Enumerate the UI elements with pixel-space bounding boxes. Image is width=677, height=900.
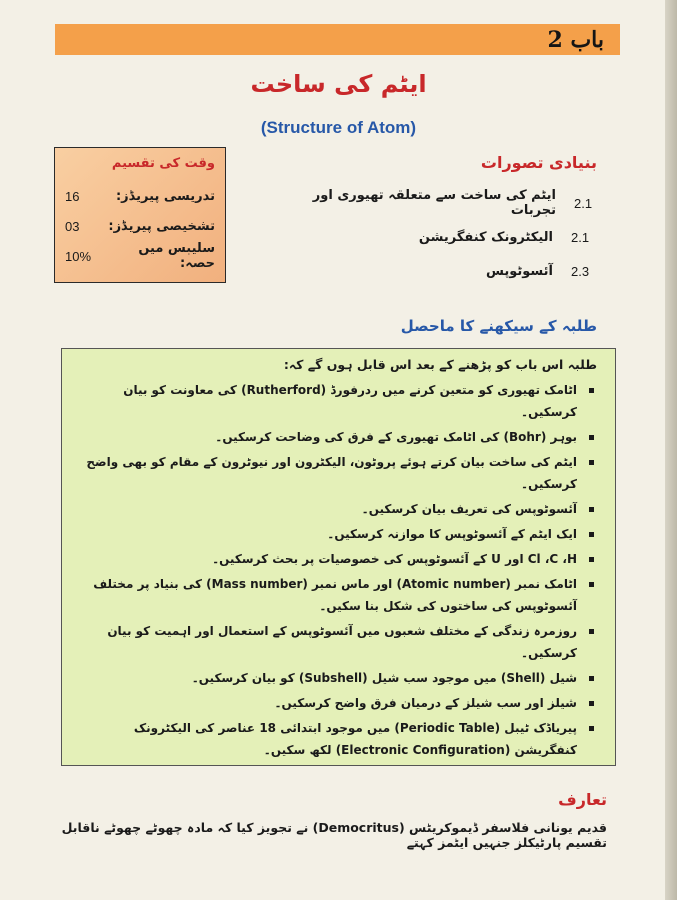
- concept-text: آئسوٹوپس: [485, 263, 553, 279]
- outcome-item: اٹامک نمبر (Atomic number) اور ماس نمبر (Mass number) کی بنیاد پر مختلف آئسوٹوپس کی ساختوں کی شکل بنا سکیں۔: [76, 573, 597, 617]
- time-division-box: [54, 147, 226, 283]
- outcome-item: اٹامک تھیوری کو متعین کرنے میں ردرفورڈ (Rutherford) کی معاونت کو بیان کرسکیں۔: [76, 379, 597, 423]
- outcome-item: Cl ،C ،H اور U کے آئسوٹوپس کی خصوصیات پر بحث کرسکیں۔: [76, 548, 597, 570]
- introduction-text: قدیم یونانی فلاسفر ڈیموکریٹس (Democritus) نے تجویز کیا کہ مادہ چھوٹے چھوٹے ناقابل تقسیم پارٹیکلز جنہیں ایٹمز کہتے: [61, 820, 607, 850]
- outcome-item: شیلز اور سب شیلز کے درمیان فرق واضح کرسکیں۔: [76, 692, 597, 714]
- concept-item: [297, 226, 597, 248]
- time-value: 16: [65, 188, 80, 204]
- concept-number: 2.1: [574, 195, 593, 211]
- learning-outcomes-heading: طلبہ کے سیکھنے کا ماحصل: [400, 317, 597, 335]
- outcome-item: شیل (Shell) میں موجود سب شیل (Subshell) کو بیان کرسکیں۔: [76, 667, 597, 689]
- concepts-heading: بنیادی تصورات: [480, 153, 597, 172]
- concept-item: [297, 188, 597, 218]
- time-row: [65, 181, 215, 211]
- time-value: 03: [65, 218, 80, 234]
- concept-number: 2.3: [571, 263, 590, 279]
- time-division-title: وقت کی تقسیم: [111, 156, 215, 171]
- time-label: تدریسی پیریڈز:: [115, 188, 215, 204]
- outcome-item: بوہر (Bohr) کی اٹامک تھیوری کے فرق کی وضاحت کرسکیں۔: [76, 426, 597, 448]
- introduction-heading: تعارف: [558, 790, 607, 809]
- outcome-item: ایک ایٹم کے آئسوٹوپس کا موازنہ کرسکیں۔: [76, 523, 597, 545]
- time-value: 10%: [65, 248, 92, 264]
- outcome-item: ایٹم کی ساخت بیان کرتے ہوئے پروٹون، الیکٹرون اور نیوٹرون کے مقام کو بھی واضح کرسکیں۔: [76, 451, 597, 495]
- time-label: تشخیصی پیریڈز:: [108, 218, 215, 234]
- outcome-item: آئسوٹوپس کی تعریف بیان کرسکیں۔: [76, 498, 597, 520]
- time-row: [65, 211, 215, 241]
- concept-text: ایٹم کی ساخت سے متعلقہ تھیوری اور تجربات: [312, 188, 557, 218]
- outcome-item: روزمرہ زندگی کے مختلف شعبوں میں آئسوٹوپس کے استعمال اور اہمیت کو بیان کرسکیں۔: [76, 620, 597, 664]
- time-row: [65, 241, 215, 271]
- concept-number: 2.1: [571, 229, 590, 245]
- time-label: سلیبس میں حصہ:: [138, 241, 215, 271]
- chapter-label: باب 2: [547, 26, 604, 53]
- concept-item: [297, 260, 597, 282]
- chapter-banner: [55, 24, 620, 55]
- outcomes-intro: طلبہ اس باب کو پڑھنے کے بعد اس قابل ہوں گے کہ:: [283, 357, 597, 372]
- chapter-title-english: (Structure of Atom): [260, 118, 417, 137]
- learning-outcomes-box: [61, 348, 616, 766]
- chapter-title-urdu: ایٹم کی ساخت: [250, 70, 427, 98]
- outcome-item: پیریاڈک ٹیبل (Periodic Table) میں موجود ابتدائی 18 عناصر کی الیکٹرونک کنفگریشن (Electronic Configuration) لکھ سکیں۔: [76, 717, 597, 761]
- concept-text: الیکٹرونک کنفگریشن: [418, 229, 553, 245]
